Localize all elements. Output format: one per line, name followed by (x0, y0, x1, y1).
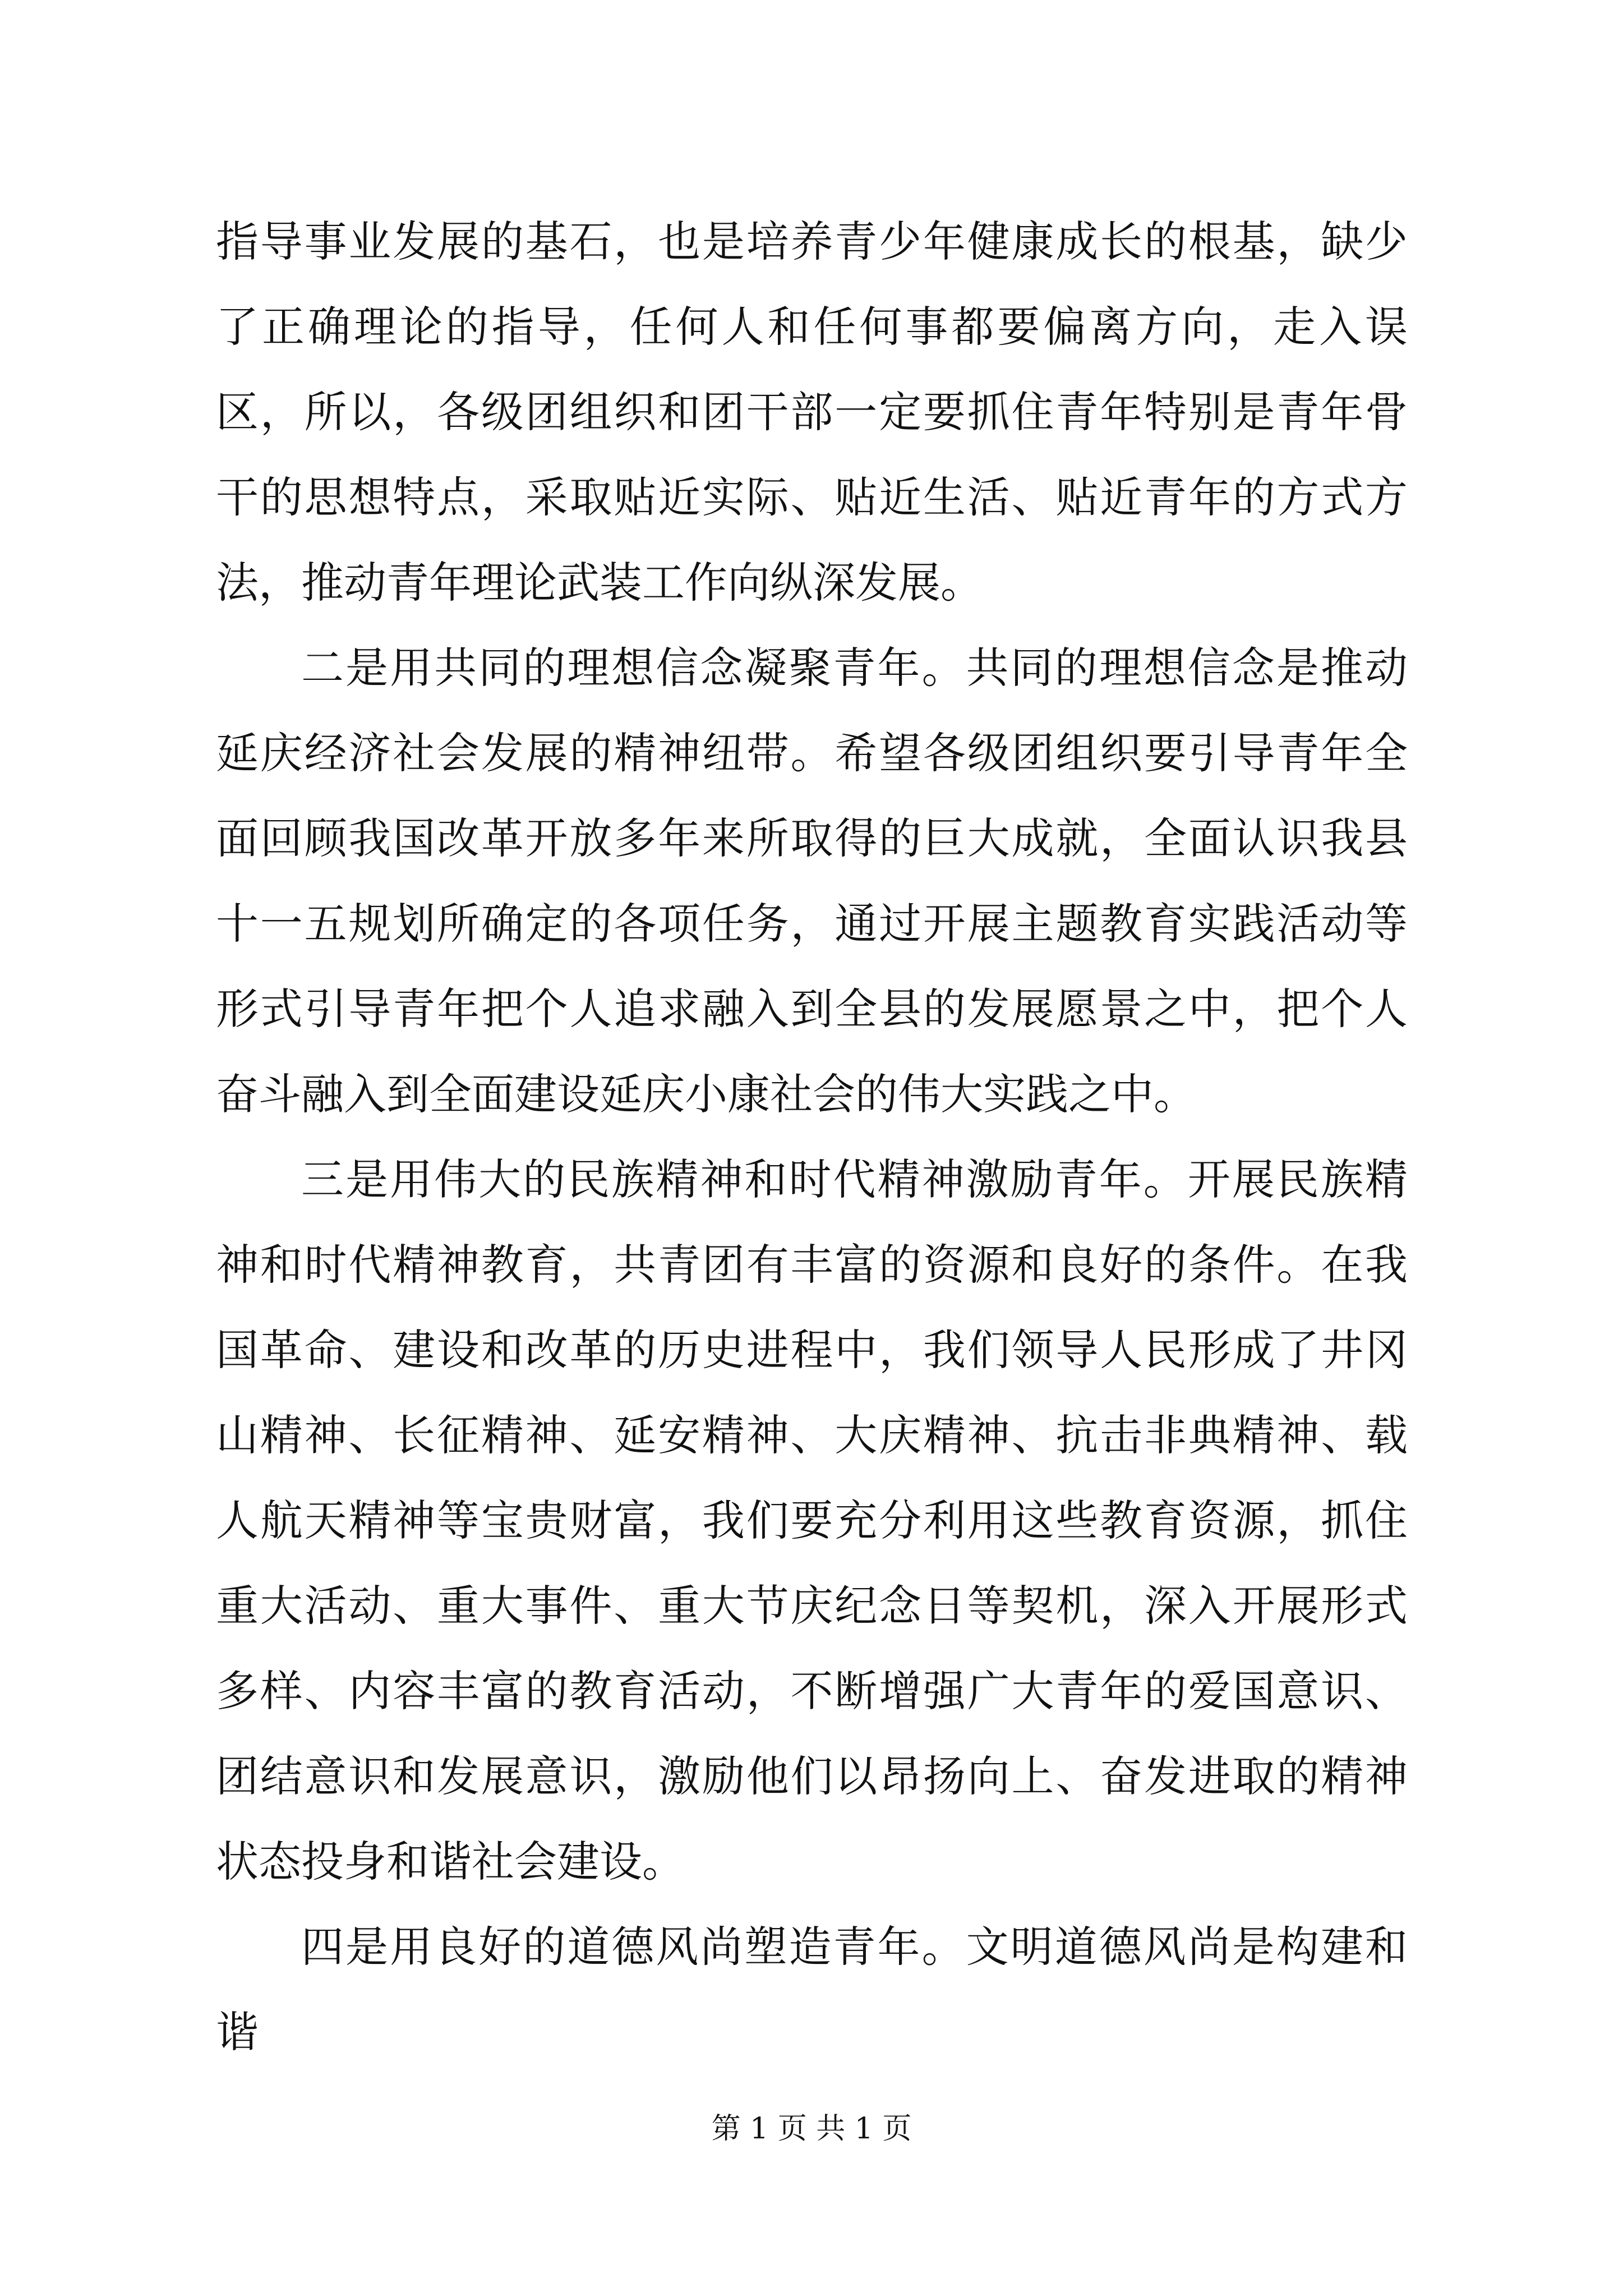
document-body (216, 199, 1408, 2075)
paragraph-national-spirit: 三是用伟大的民族精神和时代精神激励青年。开展民族精神和时代精神教育，共青团有丰富的资源和良好的条件。在我国革命、建设和改革的历史进程中，我们领导人民形成了井冈山精神、长征精神、延安精神、大庆精神、抗击非典精神、载人航天精神等宝贵财富，我们要充分利用这些教育资源，抓住重大活动、重大事件、重大节庆纪念日等契机，深入开展形式多样、内容丰富的教育活动，不断增强广大青年的爱国意识、团结意识和发展意识，激励他们以昂扬向上、奋发进取的精神状态投身和谐社会建设。 (216, 1154, 1408, 1887)
page-number-label: 第 1 页 共 1 页 (711, 2112, 912, 2146)
paragraph-continuation: 指导事业发展的基石，也是培养青少年健康成长的根基，缺少了正确理论的指导，任何人和任何事都要偏离方向，走入误区，所以，各级团组织和团干部一定要抓住青年特别是青年骨干的思想特点，采取贴近实际、贴近生活、贴近青年的方式方法，推动青年理论武装工作向纵深发展。 (216, 217, 1408, 608)
paragraph-ideals-beliefs: 二是用共同的理想信念凝聚青年。共同的理想信念是推动延庆经济社会发展的精神纽带。希望各级团组织要引导青年全面回顾我国改革开放多年来所取得的巨大成就，全面认识我县十一五规划所确定的各项任务，通过开展主题教育实践活动等形式引导青年把个人追求融入到全县的发展愿景之中，把个人奋斗融入到全面建设延庆小康社会的伟大实践之中。 (216, 643, 1408, 1119)
page-footer (0, 2109, 1623, 2148)
paragraph-moral-standards: 四是用良好的道德风尚塑造青年。文明道德风尚是构建和谐 (216, 1922, 1408, 2057)
